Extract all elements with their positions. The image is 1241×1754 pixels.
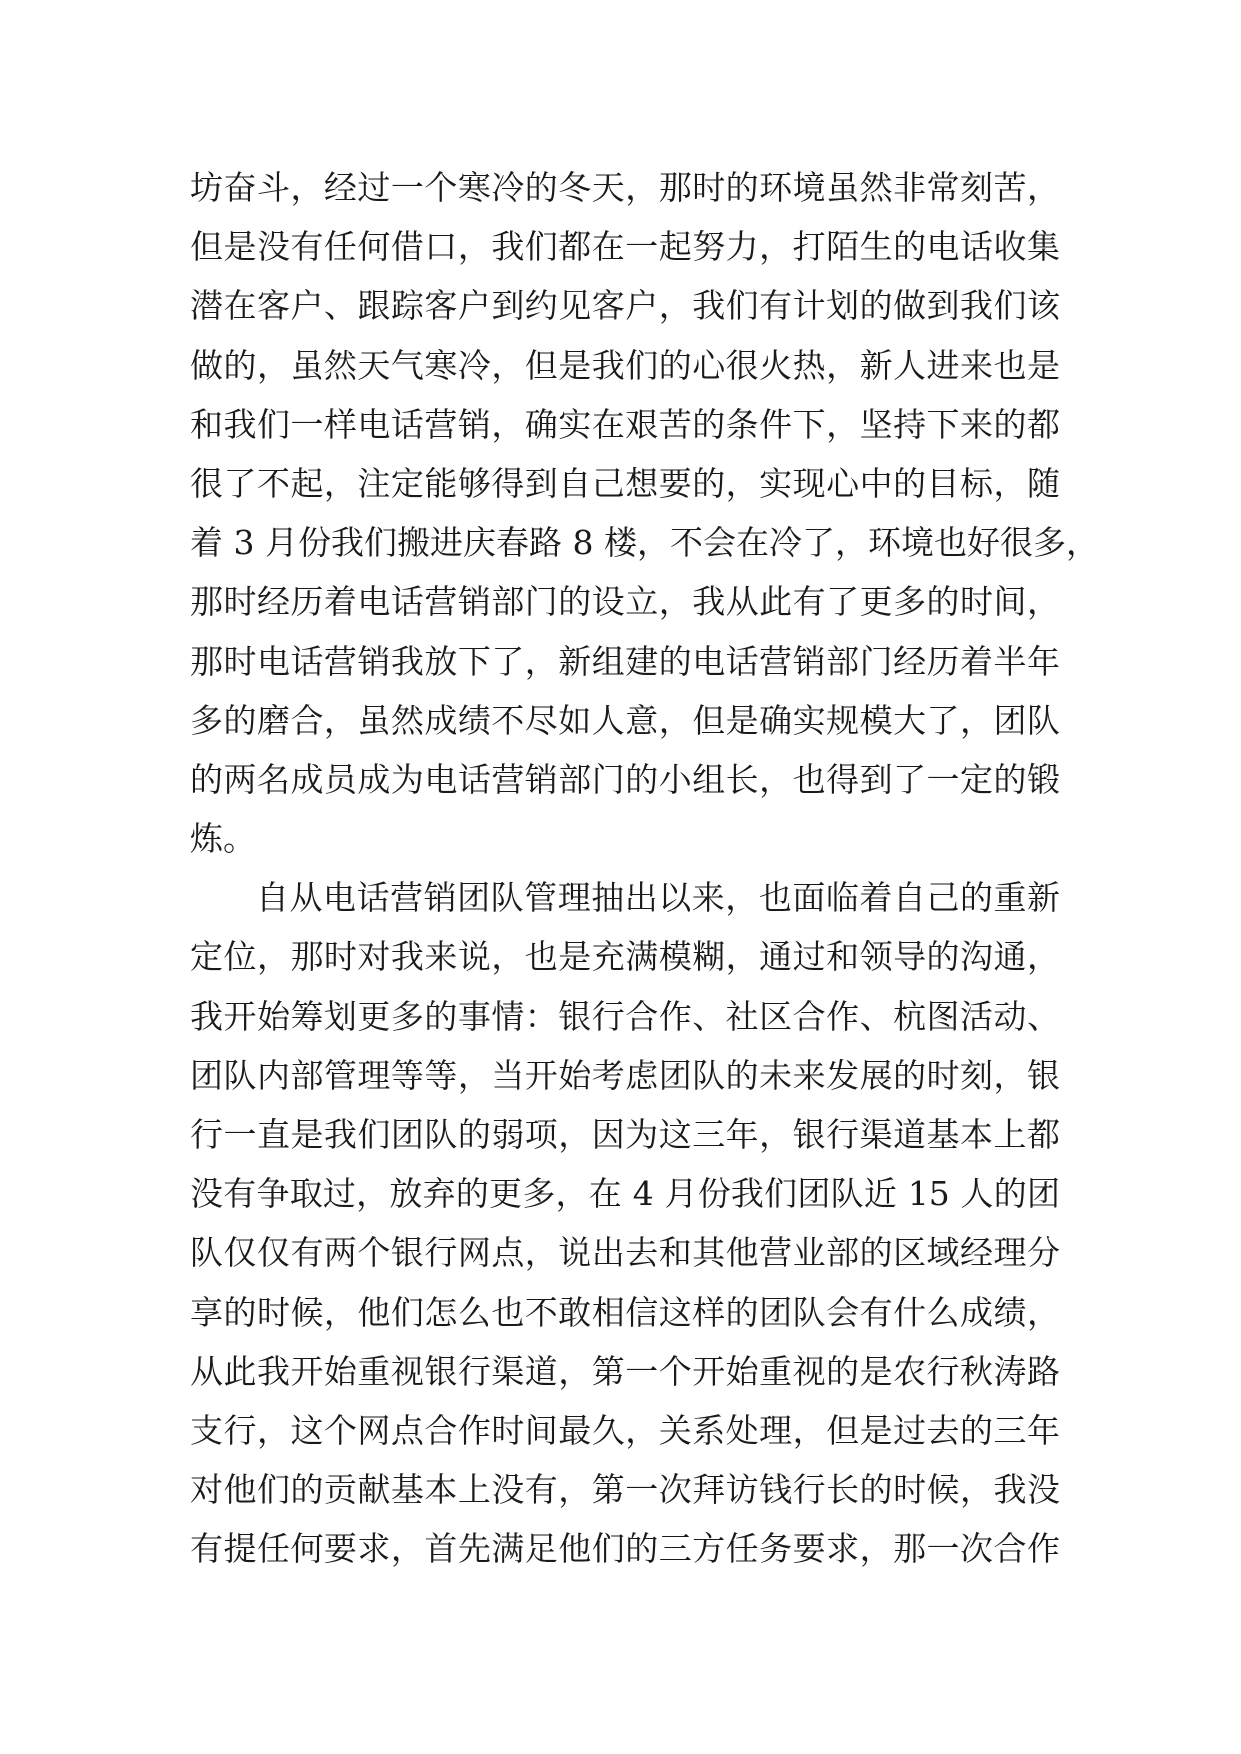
text-line: 团队内部管理等等，当开始考虑团队的未来发展的时刻，银: [190, 1055, 1060, 1095]
text-line: 有提任何要求，首先满足他们的三方任务要求，那一次合作: [190, 1529, 1060, 1569]
text-line: 行一直是我们团队的弱项，因为这三年，银行渠道基本上都: [190, 1115, 1060, 1154]
text-line: 定位，那时对我来说，也是充满模糊，通过和领导的沟通，: [190, 937, 1060, 977]
text-line: 做的，虽然天气寒冷，但是我们的心很火热，新人进来也是: [190, 345, 1060, 385]
text-line: 从此我开始重视银行渠道，第一个开始重视的是农行秋涛路: [190, 1351, 1060, 1391]
text-line: 享的时候，他们怎么也不敢相信这样的团队会有什么成绩，: [190, 1292, 1060, 1332]
text-line: 对他们的贡献基本上没有，第一次拜访钱行长的时候，我没: [190, 1470, 1060, 1510]
text-line: 没有争取过，放弃的更多，在 4 月份我们团队近 15 人的团: [190, 1174, 1060, 1214]
text-line: 多的磨合，虽然成绩不尽如人意，但是确实规模大了，团队: [190, 700, 1060, 740]
text-line: 坊奋斗，经过一个寒冷的冬天，那时的环境虽然非常刻苦，: [190, 168, 1060, 207]
text-line: 自从电话营销团队管理抽出以来，也面临着自己的重新: [256, 878, 1060, 918]
text-line: 很了不起，注定能够得到自己想要的，实现心中的目标，随: [190, 463, 1060, 503]
text-line: 我开始筹划更多的事情：银行合作、社区合作、杭图活动、: [190, 996, 1060, 1036]
body-text: [190, 158, 1099, 1579]
text-line: 着 3 月份我们搬进庆春路 8 楼，不会在冷了，环境也好很多，: [190, 523, 1099, 563]
text-line: 潜在客户、跟踪客户到约见客户，我们有计划的做到我们该: [190, 286, 1060, 326]
text-line: 那时电话营销我放下了，新组建的电话营销部门经历着半年: [190, 641, 1060, 681]
text-line: 和我们一样电话营销，确实在艰苦的条件下，坚持下来的都: [190, 404, 1060, 444]
text-line: 队仅仅有两个银行网点，说出去和其他营业部的区域经理分: [190, 1233, 1060, 1273]
paragraph-2: [190, 868, 1060, 1578]
text-line: 炼。: [190, 819, 256, 859]
text-line: 但是没有任何借口，我们都在一起努力，打陌生的电话收集: [190, 227, 1060, 267]
text-line: 那时经历着电话营销部门的设立，我从此有了更多的时间，: [190, 582, 1060, 622]
paragraph-1: [190, 158, 1099, 868]
text-line: 的两名成员成为电话营销部门的小组长，也得到了一定的锻: [190, 759, 1060, 799]
text-line: 支行，这个网点合作时间最久，关系处理，但是过去的三年: [190, 1410, 1060, 1450]
